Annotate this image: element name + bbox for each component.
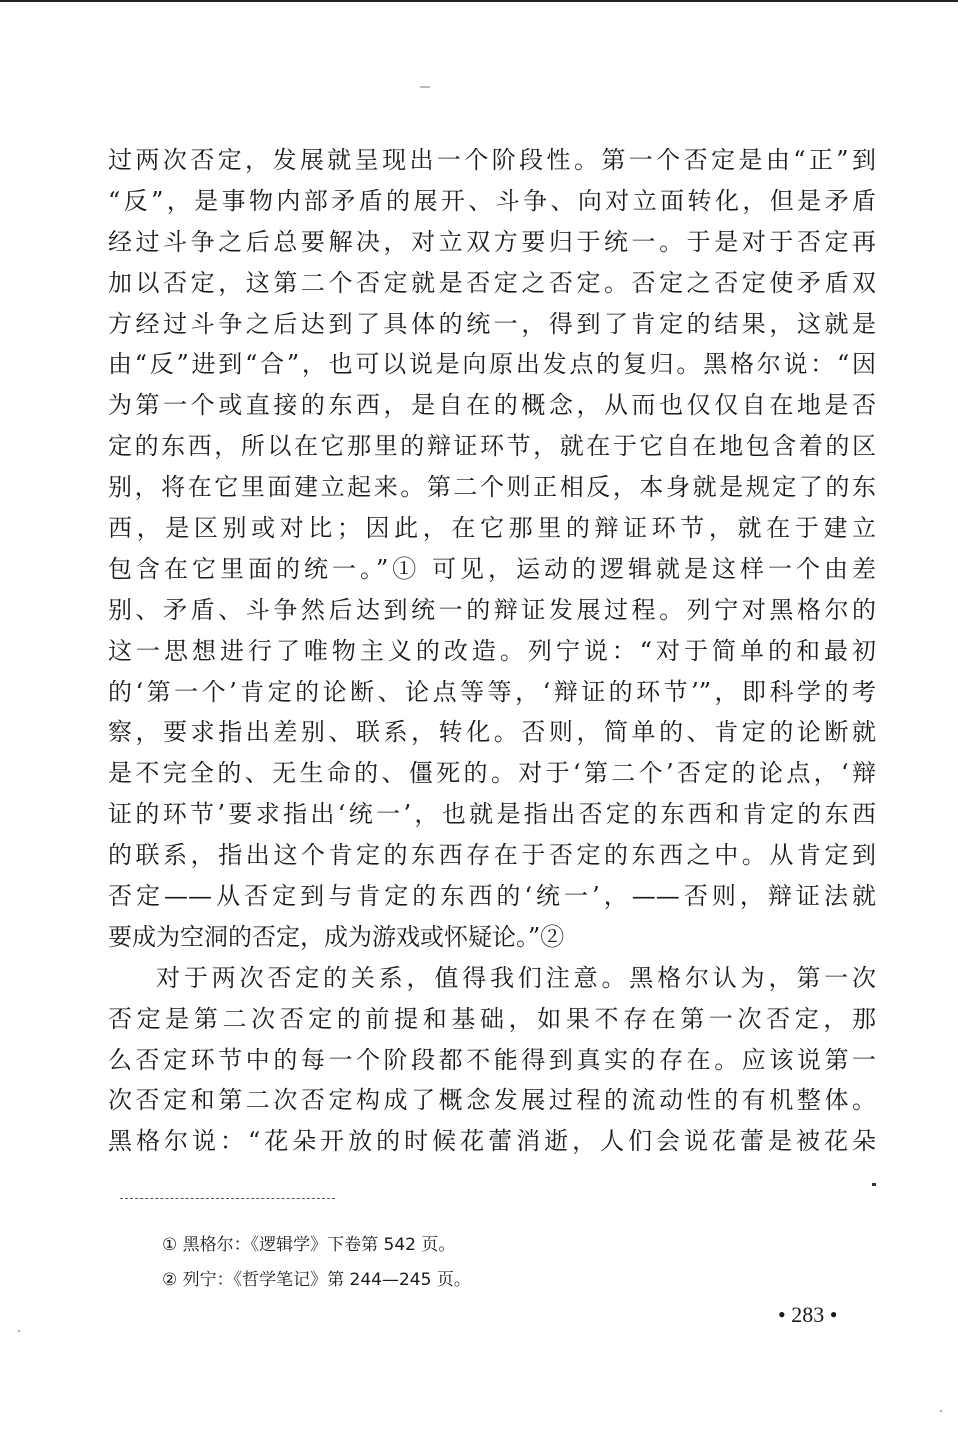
body-line: 要成为空洞的否定，成为游戏或怀疑论。”② [108,922,565,951]
body-line: 的‘第一个’肯定的论断、论点等等，‘辩证的环节’”，即科学的考 [108,677,876,706]
body-line: 别、矛盾、斗争然后达到统一的辩证发展过程。列宁对黑格尔的 [108,595,876,624]
body-text [108,140,876,1162]
body-line: 次否定和第二次否定构成了概念发展过程的流动性的有机整体。 [108,1086,876,1115]
body-line: 证的环节’要求指出‘统一’，也就是指出否定的东西和肯定的东西 [108,800,876,829]
scan-mark [872,1183,876,1186]
body-line: 过两次否定，发展就呈现出一个阶段性。第一个否定是由“正”到 [108,146,876,174]
scan-mark [420,86,430,88]
body-line: 加以否定，这第二个否定就是否定之否定。否定之否定使矛盾双 [108,268,876,297]
body-line: “反”，是事物内部矛盾的展开、斗争、向对立面转化，但是矛盾 [108,186,876,215]
body-line: 否定——从否定到与肯定的东西的‘统一’，——否则，辩证法就 [108,882,876,911]
body-line: 西，是区别或对比；因此，在它那里的辩证环节，就在于建立 [108,514,876,543]
body-line: 定的东西，所以在它那里的辩证环节，就在于它自在地包含着的区 [108,432,876,461]
body-line: 由“反”进到“合”，也可以说是向原出发点的复归。黑格尔说：“因 [108,350,876,379]
body-line: 方经过斗争之后达到了具体的统一，得到了肯定的结果，这就是 [108,309,876,338]
body-line: 么否定环节中的每一个阶段都不能得到真实的存在。应该说第一 [108,1045,876,1074]
body-line: 的联系，指出这个肯定的东西存在于否定的东西之中。从肯定到 [108,841,876,870]
body-line: 包含在它里面的统一。”① 可见，运动的逻辑就是这样一个由差 [108,554,876,583]
footnote-2: ② 列宁：《哲学笔记》第 244—245 页。 [162,1270,471,1290]
body-line: 为第一个或直接的东西，是自在的概念，从而也仅仅自在地是否 [108,391,876,420]
body-line: 黑格尔说：“花朵开放的时候花蕾消逝，人们会说花蕾是被花朵 [108,1127,876,1156]
body-line: 别，将在它里面建立起来。第二个则正相反，本身就是规定了的东 [108,473,876,502]
body-line: 察，要求指出差别、联系，转化。否则，简单的、肯定的论断就 [108,718,876,747]
paragraph-start-line: 对于两次否定的关系，值得我们注意。黑格尔认为，第一次 [156,963,876,992]
page-number: • 283 • [778,1302,838,1327]
body-line: 这一思想进行了唯物主义的改造。列宁说：“对于简单的和最初 [108,636,876,665]
body-line: 否定是第二次否定的前提和基础，如果不存在第一次否定，那 [108,1004,876,1033]
footnote-1: ① 黑格尔：《逻辑学》下卷第 542 页。 [162,1235,456,1255]
footnote-divider [120,1198,335,1199]
footnotes [162,1228,662,1298]
body-line: 是不完全的、无生命的、僵死的。对于‘第二个’否定的论点，‘辩 [108,759,876,788]
scan-speck [940,1410,942,1412]
body-line: 经过斗争之后总要解决，对立双方要归于统一。于是对于否定再 [108,227,876,256]
scan-speck [18,1330,20,1332]
top-border [0,0,958,2]
